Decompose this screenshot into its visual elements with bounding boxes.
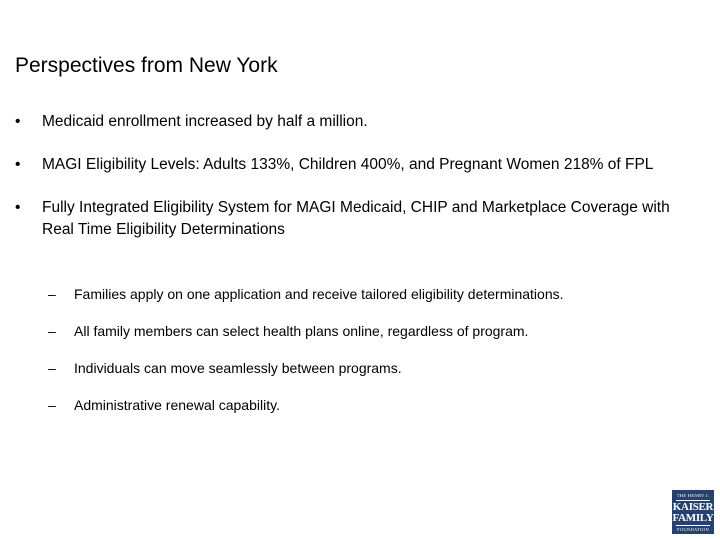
bullet-list — [15, 111, 685, 262]
sub-bullet-marker: – — [48, 397, 56, 413]
bullet-item — [15, 154, 685, 176]
bullet-marker: • — [15, 199, 21, 216]
sub-bullet-marker: – — [48, 360, 56, 376]
sub-bullet-marker: – — [48, 323, 56, 339]
bullet-marker: • — [15, 113, 21, 130]
slide-title: Perspectives from New York — [15, 54, 278, 77]
sub-bullet-text: All family members can select health plans online, regardless of program. — [74, 323, 529, 339]
bullet-item — [15, 111, 685, 133]
logo-line-1: THE HENRY J. — [676, 493, 710, 498]
kaiser-family-foundation-logo — [672, 490, 714, 534]
sub-bullet-text: Administrative renewal capability. — [74, 397, 280, 413]
bullet-marker: • — [15, 156, 21, 173]
bullet-item — [15, 197, 685, 241]
logo-line-4: FOUNDATION — [677, 527, 709, 532]
logo-line-3: FAMILY — [672, 512, 714, 524]
bullet-text: MAGI Eligibility Levels: Adults 133%, Children 400%, and Pregnant Women 218% of FPL — [42, 156, 654, 173]
logo-line-2: KAISER — [672, 501, 714, 513]
sub-bullet-item — [48, 283, 688, 305]
bullet-text: Fully Integrated Eligibility System for MAGI Medicaid, CHIP and Marketplace Coverage with Real Time Eligibility Determinations — [42, 199, 670, 238]
logo-rule — [676, 525, 710, 526]
sub-bullet-item — [48, 320, 688, 342]
sub-bullet-list — [48, 283, 688, 431]
bullet-text: Medicaid enrollment increased by half a million. — [42, 113, 368, 130]
sub-bullet-item — [48, 357, 688, 379]
sub-bullet-marker: – — [48, 286, 56, 302]
sub-bullet-text: Families apply on one application and receive tailored eligibility determinations. — [74, 286, 564, 302]
sub-bullet-item — [48, 394, 688, 416]
sub-bullet-text: Individuals can move seamlessly between programs. — [74, 360, 402, 376]
